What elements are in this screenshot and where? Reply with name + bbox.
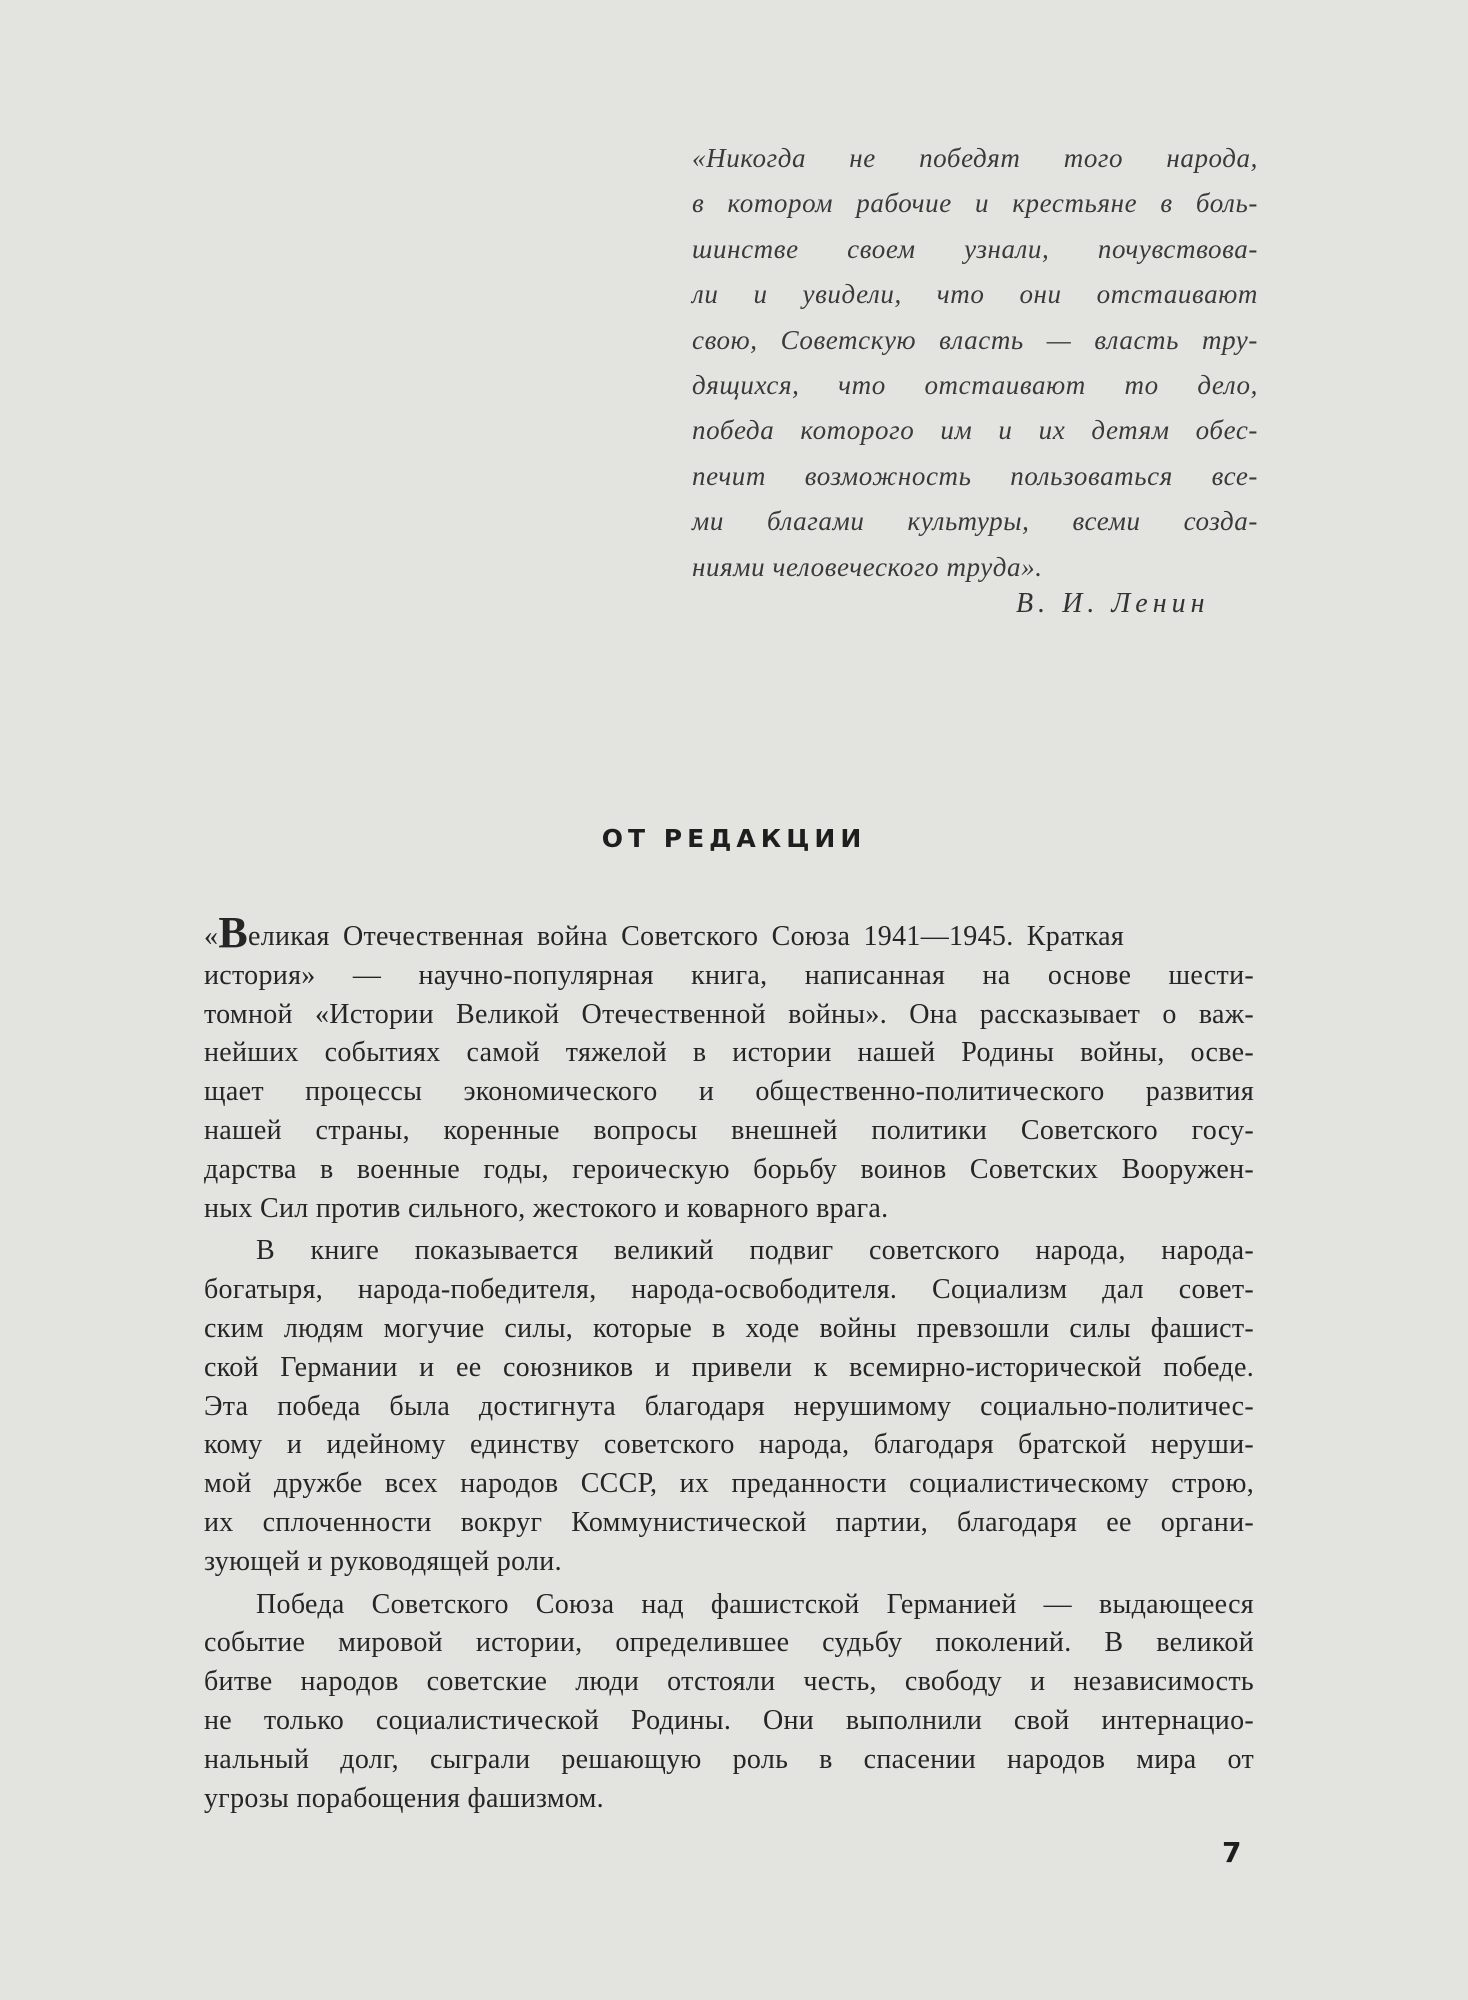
body-line: В книге показывается великий подвиг советского народа, народа- [256, 1235, 1254, 1267]
body-line: не только социалистической Родины. Они выполнили свой интернацио- [204, 1704, 1254, 1736]
body-text [204, 908, 1254, 1818]
epigraph-line: свою, Советскую власть — власть тру- [692, 324, 1258, 355]
section-heading: ОТ РЕДАКЦИИ [601, 824, 867, 853]
epigraph [692, 136, 1258, 590]
body-line: Победа Советского Союза над фашистской Германией — выдающееся [256, 1588, 1254, 1620]
body-line: томной «Истории Великой Отечественной войны». Она рассказывает о важ- [204, 998, 1254, 1030]
epigraph-line: ми благами культуры, всеми созда- [692, 506, 1258, 537]
body-line: нальный долг, сыграли решающую роль в спасении народов мира от [204, 1743, 1254, 1775]
epigraph-line: ниями человеческого труда». [692, 551, 1043, 582]
drop-cap: В [218, 908, 248, 957]
epigraph-line: печит возможность пользоваться все- [692, 460, 1258, 491]
body-line: щает процессы экономического и общественно-политического развития [204, 1076, 1254, 1108]
epigraph-line: ли и увидели, что они отстаивают [692, 279, 1258, 310]
body-line: событие мировой истории, определившее судьбу поколений. В великой [204, 1627, 1254, 1659]
body-line-text: еликая Отечественная война Советского Союза 1941—1945. Краткая [247, 921, 1125, 952]
body-line: битве народов советские люди отстояли честь, свободу и независимость [204, 1666, 1254, 1698]
body-line: нейших событиях самой тяжелой в истории нашей Родины войны, осве- [204, 1037, 1254, 1069]
epigraph-author: В. И. Ленин [1016, 588, 1210, 619]
body-line: дарства в военные годы, героическую борьбу воинов Советских Вооружен- [204, 1153, 1254, 1185]
body-line: ных Сил против сильного, жестокого и коварного врага. [204, 1192, 889, 1224]
epigraph-line: в котором рабочие и крестьяне в боль- [692, 188, 1258, 219]
body-line: угрозы порабощения фашизмом. [204, 1782, 604, 1814]
body-line: их сплоченности вокруг Коммунистической партии, благодаря ее органи- [204, 1506, 1254, 1538]
epigraph-line: победа которого им и их детям обес- [692, 415, 1258, 446]
epigraph-line: «Никогда не победят того народа, [692, 143, 1258, 173]
body-line: зующей и руководящей роли. [204, 1545, 562, 1577]
body-line: нашей страны, коренные вопросы внешней политики Советского госу- [204, 1114, 1254, 1146]
body-line: богатыря, народа-победителя, народа-освободителя. Социализм дал совет- [204, 1274, 1254, 1306]
body-line: история» — научно-популярная книга, написанная на основе шести- [204, 959, 1254, 991]
epigraph-line: дящихся, что отстаивают то дело, [692, 369, 1258, 400]
body-line [204, 908, 1254, 957]
body-line: кому и идейному единству советского народа, благодаря братской неруши- [204, 1429, 1254, 1461]
open-quote: « [204, 921, 219, 952]
epigraph-line: шинстве своем узнали, почувствова- [692, 233, 1258, 264]
page-number: 7 [1222, 1836, 1242, 1869]
body-line: Эта победа была достигнута благодаря нерушимому социально-политичес- [204, 1390, 1254, 1422]
body-line: мой дружбе всех народов СССР, их преданности социалистическому строю, [204, 1468, 1254, 1500]
body-line: ским людям могучие силы, которые в ходе войны превзошли силы фашист- [204, 1312, 1254, 1344]
body-line: ской Германии и ее союзников и привели к всемирно-исторической победе. [204, 1351, 1254, 1383]
